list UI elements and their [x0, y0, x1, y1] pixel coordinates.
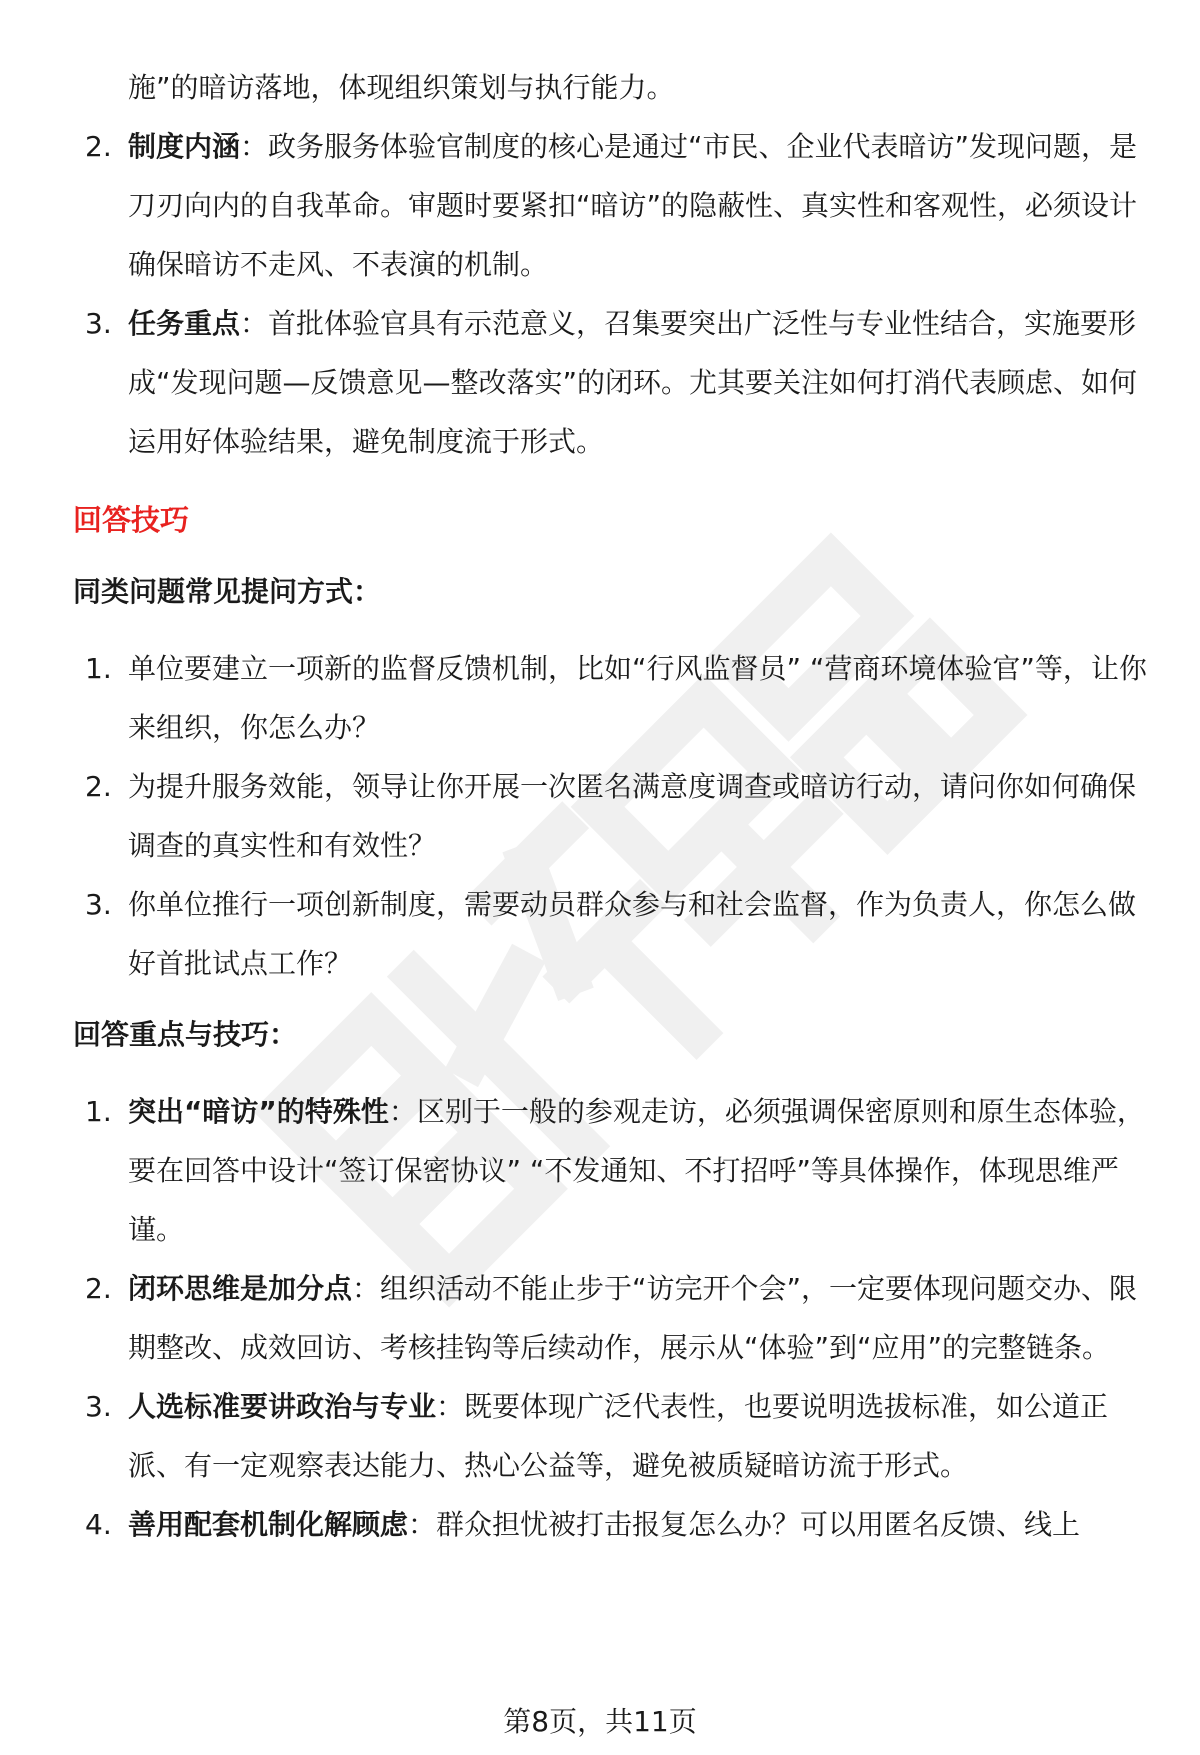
- item-text: 为提升服务效能，领导让你开展一次匿名满意度调查或暗访行动，请问你如何确保调查的真实性和有效性？: [128, 770, 1137, 862]
- item-text: 单位要建立一项新的监督反馈机制，比如“行风监督员” “营商环境体验官”等，让你来组织，你怎么办？: [128, 652, 1147, 744]
- item-text: ：群众担忧被打击报复怎么办？可以用匿名反馈、线上: [408, 1508, 1081, 1541]
- tips-list: [73, 1082, 1153, 1554]
- list-number: 2.: [85, 130, 112, 163]
- list-item: [73, 294, 1153, 471]
- list-number: 1.: [85, 652, 112, 685]
- item-text: ：首批体验官具有示范意义，召集要突出广泛性与专业性结合，实施要形成“发现问题—反馈意见—整改落实”的闭环。尤其要关注如何打消代表顾虑、如何运用好体验结果，避免制度流于形式。: [128, 307, 1138, 458]
- section-title: 回答技巧: [73, 503, 190, 537]
- list-item: [73, 1495, 1153, 1554]
- similar-questions-list: [73, 639, 1153, 993]
- list-number: 4.: [85, 1508, 112, 1541]
- list-number: 2.: [85, 1272, 112, 1305]
- list-number: 1.: [85, 1095, 112, 1128]
- list-number: 2.: [85, 770, 112, 803]
- item-title: 善用配套机制化解顾虑: [128, 1508, 409, 1541]
- page-footer: 第8页，共11页: [503, 1705, 697, 1738]
- item-text: ：政务服务体验官制度的核心是通过“市民、企业代表暗访”发现问题，是刀刃向内的自我革命。审题时要紧扣“暗访”的隐蔽性、真实性和客观性，必须设计确保暗访不走风、不表演的机制。: [128, 130, 1138, 281]
- similar-questions-heading: 同类问题常见提问方式：: [73, 575, 382, 608]
- list-item: [73, 1259, 1153, 1377]
- item-title: 制度内涵: [128, 130, 241, 163]
- item-text: 你单位推行一项创新制度，需要动员群众参与和社会监督，作为负责人，你怎么做好首批试点工作？: [128, 888, 1137, 980]
- list-number: 3.: [85, 888, 112, 921]
- item-text: ：区别于一般的参观走访，必须强调保密原则和原生态体验，要在回答中设计“签订保密协议” “不发通知、不打招呼”等具体操作，体现思维严谨。: [128, 1095, 1145, 1246]
- list-item: [73, 1082, 1153, 1259]
- list-number: 3.: [85, 307, 112, 340]
- item-title: 闭环思维是加分点: [128, 1272, 353, 1305]
- list-item: [73, 1377, 1153, 1495]
- tips-heading: 回答重点与技巧：: [73, 1018, 298, 1051]
- paragraph-continuation: 施”的暗访落地，体现组织策划与执行能力。: [128, 71, 675, 104]
- list-item: [73, 639, 1153, 757]
- list-item: [73, 757, 1153, 875]
- document-body: [73, 58, 1153, 1554]
- item-title: 人选标准要讲政治与专业: [128, 1390, 437, 1423]
- list-item: [73, 875, 1153, 993]
- item-text: ：既要体现广泛代表性，也要说明选拔标准，如公道正派、有一定观察表达能力、热心公益等，避免被质疑暗访流于形式。: [128, 1390, 1109, 1482]
- item-title: 突出“暗访”的特殊性: [128, 1095, 389, 1128]
- list-number: 3.: [85, 1390, 112, 1423]
- item-title: 任务重点: [128, 307, 241, 340]
- analysis-list: [73, 117, 1153, 471]
- list-item: [73, 117, 1153, 294]
- item-text: ：组织活动不能止步于“访完开个会”，一定要体现问题交办、限期整改、成效回访、考核挂钩等后续动作，展示从“体验”到“应用”的完整链条。: [128, 1272, 1138, 1364]
